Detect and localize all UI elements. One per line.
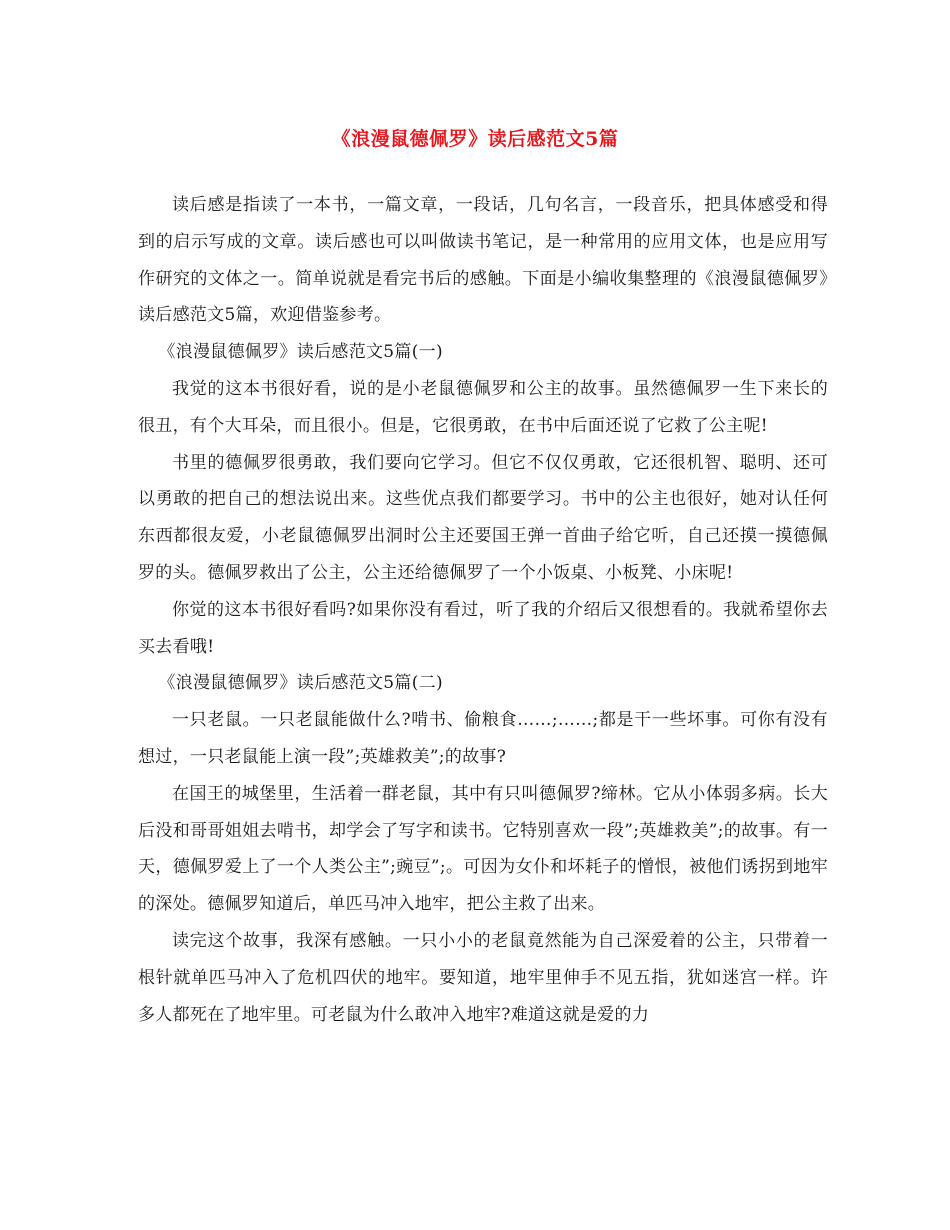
body-paragraph: 在国王的城堡里，生活着一群老鼠，其中有只叫德佩罗?缔林。它从小体弱多病。长大后没和哥哥姐姐去啃书，却学会了写字和读书。它特别喜欢一段”;英雄救美”;的故事。有一天，德佩罗爱上了一个人类公主”;豌豆”;。可因为女仆和坏耗子的憎恨，被他们诱拐到地牢的深处。德佩罗知道后，单匹马冲入地牢，把公主救了出来。 [138,783,828,915]
section-heading-1: 《浪漫鼠德佩罗》读后感范文5篇(一) [158,342,443,363]
body-paragraph: 书里的德佩罗很勇敢，我们要向它学习。但它不仅仅勇敢，它还很机智、聪明、还可以勇敢的把自己的想法说出来。这些优点我们都要学习。书中的公主也很好，她对认任何东西都很友爱，小老鼠德佩罗出洞时公主还要国王弹一首曲子给它听，自己还摸一摸德佩罗的头。德佩罗救出了公主，公主还给德佩罗了一个小饭桌、小板凳、小床呢! [138,452,828,583]
section-heading-2: 《浪漫鼠德佩罗》读后感范文5篇(二) [158,673,443,694]
body-paragraph: 一只老鼠。一只老鼠能做什么?啃书、偷粮食……;……;都是干一些坏事。可你有没有想过，一只老鼠能上演一段”;英雄救美”;的故事? [138,710,828,767]
article-body [138,187,828,1033]
body-paragraph: 我觉的这本书很好看，说的是小老鼠德佩罗和公主的故事。虽然德佩罗一生下来长的很丑，有个大耳朵，而且很小。但是，它很勇敢，在书中后面还说了它救了公主呢! [138,378,828,436]
body-paragraph: 你觉的这本书很好看吗?如果你没有看过，听了我的介绍后又很想看的。我就希望你去买去看哦! [138,599,828,657]
body-paragraph: 读完这个故事，我深有感触。一只小小的老鼠竟然能为自己深爱着的公主，只带着一根针就单匹马冲入了危机四伏的地牢。要知道，地牢里伸手不见五指，犹如迷宫一样。许多人都死在了地牢里。可老鼠为什么敢冲入地牢?难道这就是爱的力 [138,930,828,1025]
intro-paragraph: 读后感是指读了一本书，一篇文章，一段话，几句名言，一段音乐，把具体感受和得到的启示写成的文章。读后感也可以叫做读书笔记，是一种常用的应用文体，也是应用写作研究的文体之一。简单说就是看完书后的感触。下面是小编收集整理的《浪漫鼠德佩罗》读后感范文5篇，欢迎借鉴参考。 [138,195,828,326]
page-title: 《浪漫鼠德佩罗》读后感范文5篇 [331,128,619,150]
